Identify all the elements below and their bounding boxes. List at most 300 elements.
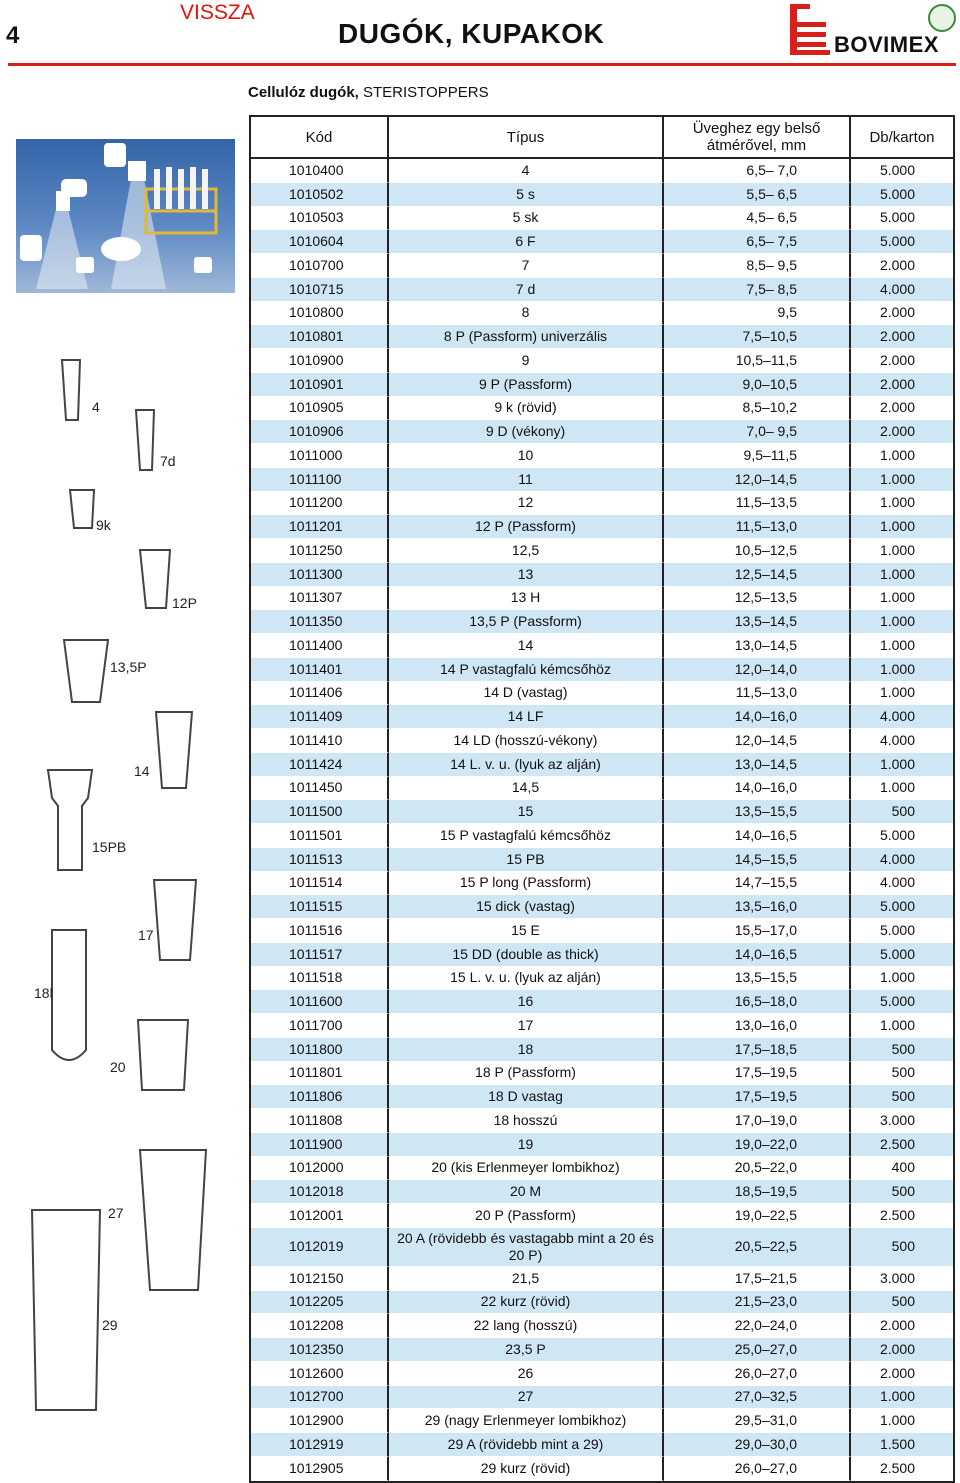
- table-row: [251, 1109, 953, 1133]
- quantity-cell: 1.000: [851, 444, 953, 468]
- product-code-cell: 1010801: [251, 325, 389, 349]
- type-cell: 13 H: [389, 587, 664, 611]
- drawing-label: 18l: [34, 985, 53, 1001]
- column-header: Üveghez egy belső átmérővel, mm: [664, 117, 851, 159]
- type-cell: 16: [389, 990, 664, 1014]
- product-code-cell: 1011000: [251, 444, 389, 468]
- product-code-cell: 1012900: [251, 1409, 389, 1433]
- product-code-cell: 1011518: [251, 967, 389, 991]
- type-cell: 8: [389, 302, 664, 326]
- table-body: [251, 159, 953, 1481]
- diameter-cell: 16,5–18,0: [664, 990, 851, 1014]
- type-cell: 5 s: [389, 183, 664, 207]
- table-row: [251, 967, 953, 991]
- type-cell: 7: [389, 254, 664, 278]
- diameter-cell: 10,5–11,5: [664, 349, 851, 373]
- product-code-cell: 1011350: [251, 610, 389, 634]
- diameter-cell: 4,5– 6,5: [664, 207, 851, 231]
- type-cell: 20 (kis Erlenmeyer lombikhoz): [389, 1157, 664, 1181]
- type-cell: 22 lang (hosszú): [389, 1314, 664, 1338]
- product-code-cell: 1011406: [251, 682, 389, 706]
- type-cell: 14 LD (hosszú-vékony): [389, 729, 664, 753]
- type-cell: 11: [389, 468, 664, 492]
- quantity-cell: 4.000: [851, 278, 953, 302]
- quantity-cell: 5.000: [851, 919, 953, 943]
- type-cell: 12,5: [389, 539, 664, 563]
- quantity-cell: 1.000: [851, 610, 953, 634]
- diameter-cell: 6,5– 7,0: [664, 159, 851, 183]
- logo-text: BOVIMEX: [834, 32, 939, 57]
- table-row: [251, 848, 953, 872]
- type-cell: 15 dick (vastag): [389, 895, 664, 919]
- quantity-cell: 1.000: [851, 967, 953, 991]
- table-row: [251, 1204, 953, 1228]
- type-cell: 18 D vastag: [389, 1085, 664, 1109]
- drawing-label: 14: [134, 763, 150, 779]
- diameter-cell: 18,5–19,5: [664, 1180, 851, 1204]
- quantity-cell: 1.000: [851, 634, 953, 658]
- diameter-cell: 9,5–11,5: [664, 444, 851, 468]
- drawing-label: 15PB: [92, 839, 127, 855]
- table-row: [251, 1338, 953, 1362]
- table-row: [251, 563, 953, 587]
- quantity-cell: 1.000: [851, 1409, 953, 1433]
- product-code-cell: 1011501: [251, 824, 389, 848]
- type-cell: 18 P (Passform): [389, 1062, 664, 1086]
- diameter-cell: 9,0–10,5: [664, 373, 851, 397]
- column-header: Típus: [389, 117, 664, 159]
- quantity-cell: 2.000: [851, 325, 953, 349]
- table-row: [251, 302, 953, 326]
- type-cell: 15 P vastagfalú kémcsőhöz: [389, 824, 664, 848]
- type-cell: 15 P long (Passform): [389, 872, 664, 896]
- diameter-cell: 11,5–13,0: [664, 682, 851, 706]
- quantity-cell: 2.000: [851, 1314, 953, 1338]
- type-cell: 23,5 P: [389, 1338, 664, 1362]
- product-code-cell: 1012019: [251, 1228, 389, 1267]
- product-code-cell: 1010503: [251, 207, 389, 231]
- product-code-cell: 1011410: [251, 729, 389, 753]
- table-row: [251, 587, 953, 611]
- drawing-label: 13,5P: [110, 659, 147, 675]
- product-code-cell: 1012000: [251, 1157, 389, 1181]
- quantity-cell: 5.000: [851, 207, 953, 231]
- header-rule: [8, 63, 956, 66]
- table-header-row: [251, 117, 953, 159]
- product-code-cell: 1011500: [251, 800, 389, 824]
- quantity-cell: 1.000: [851, 682, 953, 706]
- table-row: [251, 753, 953, 777]
- diameter-cell: 13,5–15,5: [664, 800, 851, 824]
- type-cell: 15 L. v. u. (lyuk az alján): [389, 967, 664, 991]
- diameter-cell: 8,5–10,2: [664, 397, 851, 421]
- table-row: [251, 1038, 953, 1062]
- product-code-cell: 1012205: [251, 1291, 389, 1315]
- table-row: [251, 539, 953, 563]
- product-code-cell: 1011900: [251, 1133, 389, 1157]
- type-cell: 4: [389, 159, 664, 183]
- quantity-cell: 1.500: [851, 1433, 953, 1457]
- product-code-cell: 1011307: [251, 587, 389, 611]
- product-code-cell: 1011450: [251, 777, 389, 801]
- quantity-cell: 2.000: [851, 302, 953, 326]
- diameter-cell: 14,7–15,5: [664, 872, 851, 896]
- product-code-cell: 1011409: [251, 705, 389, 729]
- diameter-cell: 6,5– 7,5: [664, 230, 851, 254]
- table-row: [251, 990, 953, 1014]
- type-cell: 29 (nagy Erlenmeyer lombikhoz): [389, 1409, 664, 1433]
- diameter-cell: 14,0–16,0: [664, 705, 851, 729]
- product-code-cell: 1012700: [251, 1386, 389, 1410]
- product-code-cell: 1011100: [251, 468, 389, 492]
- type-cell: 21,5: [389, 1267, 664, 1291]
- quantity-cell: 4.000: [851, 848, 953, 872]
- type-cell: 15: [389, 800, 664, 824]
- product-code-cell: 1010900: [251, 349, 389, 373]
- quantity-cell: 1.000: [851, 777, 953, 801]
- quantity-cell: 400: [851, 1157, 953, 1181]
- product-code-cell: 1012018: [251, 1180, 389, 1204]
- type-cell: 13: [389, 563, 664, 587]
- type-cell: 6 F: [389, 230, 664, 254]
- table-row: [251, 1362, 953, 1386]
- diameter-cell: 14,5–15,5: [664, 848, 851, 872]
- diameter-cell: 14,0–16,5: [664, 824, 851, 848]
- quantity-cell: 4.000: [851, 872, 953, 896]
- type-cell: 20 A (rövidebb és vastagabb mint a 20 és 20 P): [389, 1228, 664, 1267]
- table-row: [251, 1267, 953, 1291]
- diameter-cell: 26,0–27,0: [664, 1457, 851, 1481]
- diameter-cell: 7,5–10,5: [664, 325, 851, 349]
- table-row: [251, 492, 953, 516]
- bovimex-logo: [788, 2, 956, 60]
- quantity-cell: 2.000: [851, 1338, 953, 1362]
- product-code-cell: 1010400: [251, 159, 389, 183]
- diameter-cell: 26,0–27,0: [664, 1362, 851, 1386]
- quantity-cell: 2.500: [851, 1457, 953, 1481]
- table-row: [251, 207, 953, 231]
- table-row: [251, 1062, 953, 1086]
- table-row: [251, 349, 953, 373]
- product-code-cell: 1011801: [251, 1062, 389, 1086]
- diameter-cell: 21,5–23,0: [664, 1291, 851, 1315]
- product-code-cell: 1011800: [251, 1038, 389, 1062]
- table-row: [251, 943, 953, 967]
- product-code-cell: 1012150: [251, 1267, 389, 1291]
- quantity-cell: 500: [851, 1085, 953, 1109]
- product-code-cell: 1010901: [251, 373, 389, 397]
- diameter-cell: 12,5–13,5: [664, 587, 851, 611]
- quantity-cell: 500: [851, 1038, 953, 1062]
- diameter-cell: 11,5–13,5: [664, 492, 851, 516]
- quantity-cell: 2.000: [851, 254, 953, 278]
- product-code-cell: 1011201: [251, 515, 389, 539]
- page-number: 4: [6, 22, 20, 49]
- table-row: [251, 373, 953, 397]
- quantity-cell: 1.000: [851, 515, 953, 539]
- diameter-cell: 12,0–14,5: [664, 729, 851, 753]
- product-code-cell: 1010700: [251, 254, 389, 278]
- product-code-cell: 1011424: [251, 753, 389, 777]
- table-row: [251, 397, 953, 421]
- diameter-cell: 27,0–32,5: [664, 1386, 851, 1410]
- diameter-cell: 10,5–12,5: [664, 539, 851, 563]
- quantity-cell: 5.000: [851, 159, 953, 183]
- table-row: [251, 325, 953, 349]
- product-photo: [16, 139, 235, 293]
- diameter-cell: 12,0–14,5: [664, 468, 851, 492]
- diameter-cell: 13,0–16,0: [664, 1014, 851, 1038]
- quantity-cell: 1.000: [851, 539, 953, 563]
- type-cell: 8 P (Passform) univerzális: [389, 325, 664, 349]
- diameter-cell: 22,0–24,0: [664, 1314, 851, 1338]
- type-cell: 13,5 P (Passform): [389, 610, 664, 634]
- drawing-label: 17: [138, 927, 154, 943]
- product-code-cell: 1011513: [251, 848, 389, 872]
- product-code-cell: 1011401: [251, 658, 389, 682]
- type-cell: 14 P vastagfalú kémcsőhöz: [389, 658, 664, 682]
- product-code-cell: 1010905: [251, 397, 389, 421]
- diameter-cell: 5,5– 6,5: [664, 183, 851, 207]
- type-cell: 7 d: [389, 278, 664, 302]
- table-row: [251, 420, 953, 444]
- quantity-cell: 1.000: [851, 658, 953, 682]
- table-row: [251, 278, 953, 302]
- table-row: [251, 230, 953, 254]
- product-code-cell: 1012350: [251, 1338, 389, 1362]
- diameter-cell: 15,5–17,0: [664, 919, 851, 943]
- diameter-cell: 25,0–27,0: [664, 1338, 851, 1362]
- back-link[interactable]: VISSZA: [180, 1, 255, 24]
- type-cell: 27: [389, 1386, 664, 1410]
- product-code-cell: 1011516: [251, 919, 389, 943]
- table-row: [251, 1386, 953, 1410]
- type-cell: 15 DD (double as thick): [389, 943, 664, 967]
- quantity-cell: 1.000: [851, 587, 953, 611]
- quantity-cell: 500: [851, 800, 953, 824]
- diameter-cell: 14,0–16,5: [664, 943, 851, 967]
- product-code-cell: 1011806: [251, 1085, 389, 1109]
- drawing-label: 4: [92, 399, 100, 415]
- type-cell: 10: [389, 444, 664, 468]
- quantity-cell: 500: [851, 1062, 953, 1086]
- diameter-cell: 12,5–14,5: [664, 563, 851, 587]
- type-cell: 19: [389, 1133, 664, 1157]
- quantity-cell: 2.000: [851, 373, 953, 397]
- quantity-cell: 5.000: [851, 230, 953, 254]
- product-table: [249, 115, 955, 1483]
- table-row: [251, 1157, 953, 1181]
- type-cell: 12: [389, 492, 664, 516]
- type-cell: 9 k (rövid): [389, 397, 664, 421]
- table-row: [251, 159, 953, 183]
- product-code-cell: 1011300: [251, 563, 389, 587]
- type-cell: 26: [389, 1362, 664, 1386]
- type-cell: 22 kurz (rövid): [389, 1291, 664, 1315]
- column-header: Kód: [251, 117, 389, 159]
- diameter-cell: 13,5–14,5: [664, 610, 851, 634]
- quantity-cell: 1.000: [851, 1386, 953, 1410]
- type-cell: 29 A (rövidebb mint a 29): [389, 1433, 664, 1457]
- type-cell: 17: [389, 1014, 664, 1038]
- quantity-cell: 1.000: [851, 753, 953, 777]
- type-cell: 14 LF: [389, 705, 664, 729]
- quantity-cell: 2.000: [851, 420, 953, 444]
- type-cell: 14,5: [389, 777, 664, 801]
- quantity-cell: 500: [851, 1180, 953, 1204]
- product-code-cell: 1011700: [251, 1014, 389, 1038]
- diameter-cell: 19,0–22,0: [664, 1133, 851, 1157]
- type-cell: 9 D (vékony): [389, 420, 664, 444]
- product-code-cell: 1012001: [251, 1204, 389, 1228]
- table-row: [251, 1291, 953, 1315]
- table-row: [251, 183, 953, 207]
- product-code-cell: 1011514: [251, 872, 389, 896]
- type-cell: 9 P (Passform): [389, 373, 664, 397]
- table-row: [251, 1180, 953, 1204]
- certification-badge-icon: [928, 4, 956, 32]
- table-row: [251, 658, 953, 682]
- table-row: [251, 1228, 953, 1267]
- product-code-cell: 1012905: [251, 1457, 389, 1481]
- diameter-cell: 14,0–16,0: [664, 777, 851, 801]
- product-code-cell: 1010800: [251, 302, 389, 326]
- product-code-cell: 1012600: [251, 1362, 389, 1386]
- table-row: [251, 1409, 953, 1433]
- quantity-cell: 5.000: [851, 895, 953, 919]
- diameter-cell: 20,5–22,0: [664, 1157, 851, 1181]
- drawing-label: 12P: [172, 595, 197, 611]
- diameter-cell: 20,5–22,5: [664, 1228, 851, 1267]
- quantity-cell: 2.500: [851, 1204, 953, 1228]
- table-row: [251, 254, 953, 278]
- quantity-cell: 2.500: [851, 1133, 953, 1157]
- quantity-cell: 2.000: [851, 1362, 953, 1386]
- product-code-cell: 1011600: [251, 990, 389, 1014]
- diameter-cell: 11,5–13,0: [664, 515, 851, 539]
- quantity-cell: 500: [851, 1291, 953, 1315]
- table-row: [251, 1457, 953, 1481]
- drawing-label: 9k: [96, 517, 111, 533]
- drawing-label: 20: [110, 1059, 126, 1075]
- product-code-cell: 1011515: [251, 895, 389, 919]
- table-row: [251, 610, 953, 634]
- diameter-cell: 19,0–22,5: [664, 1204, 851, 1228]
- type-cell: 18 hosszú: [389, 1109, 664, 1133]
- quantity-cell: 500: [851, 1228, 953, 1267]
- quantity-cell: 1.000: [851, 1014, 953, 1038]
- diameter-cell: 17,5–21,5: [664, 1267, 851, 1291]
- product-code-cell: 1010906: [251, 420, 389, 444]
- type-cell: 18: [389, 1038, 664, 1062]
- product-code-cell: 1011250: [251, 539, 389, 563]
- type-cell: 14 L. v. u. (lyuk az alján): [389, 753, 664, 777]
- diameter-cell: 13,5–15,5: [664, 967, 851, 991]
- product-code-cell: 1010715: [251, 278, 389, 302]
- diameter-cell: 7,5– 8,5: [664, 278, 851, 302]
- type-cell: 20 P (Passform): [389, 1204, 664, 1228]
- quantity-cell: 1.000: [851, 563, 953, 587]
- diameter-cell: 29,5–31,0: [664, 1409, 851, 1433]
- table-row: [251, 777, 953, 801]
- quantity-cell: 3.000: [851, 1267, 953, 1291]
- diameter-cell: 17,5–19,5: [664, 1085, 851, 1109]
- table-row: [251, 1133, 953, 1157]
- quantity-cell: 1.000: [851, 492, 953, 516]
- table-row: [251, 895, 953, 919]
- quantity-cell: 5.000: [851, 183, 953, 207]
- type-cell: 12 P (Passform): [389, 515, 664, 539]
- table-row: [251, 682, 953, 706]
- type-cell: 14 D (vastag): [389, 682, 664, 706]
- quantity-cell: 3.000: [851, 1109, 953, 1133]
- table-row: [251, 872, 953, 896]
- stopper-drawings: [10, 330, 235, 1430]
- diameter-cell: 13,0–14,5: [664, 634, 851, 658]
- type-cell: 15 E: [389, 919, 664, 943]
- quantity-cell: 5.000: [851, 824, 953, 848]
- product-code-cell: 1012919: [251, 1433, 389, 1457]
- diameter-cell: 13,5–16,0: [664, 895, 851, 919]
- type-cell: 14: [389, 634, 664, 658]
- drawing-label: 7d: [160, 453, 176, 469]
- type-cell: 9: [389, 349, 664, 373]
- table-row: [251, 1014, 953, 1038]
- table-row: [251, 468, 953, 492]
- table-row: [251, 800, 953, 824]
- page-title: DUGÓK, KUPAKOK: [338, 18, 605, 49]
- product-code-cell: 1010604: [251, 230, 389, 254]
- product-code-cell: 1011400: [251, 634, 389, 658]
- diameter-cell: 17,5–18,5: [664, 1038, 851, 1062]
- section-subtitle: Cellulóz dugók, STERISTOPPERS: [248, 84, 489, 101]
- product-code-cell: 1012208: [251, 1314, 389, 1338]
- diameter-cell: 17,0–19,0: [664, 1109, 851, 1133]
- table-row: [251, 729, 953, 753]
- quantity-cell: 2.000: [851, 349, 953, 373]
- type-cell: 5 sk: [389, 207, 664, 231]
- drawing-label: 29: [102, 1317, 118, 1333]
- table-row: [251, 1085, 953, 1109]
- product-code-cell: 1011517: [251, 943, 389, 967]
- diameter-cell: 9,5: [664, 302, 851, 326]
- table-row: [251, 515, 953, 539]
- product-code-cell: 1011808: [251, 1109, 389, 1133]
- table-row: [251, 634, 953, 658]
- table-row: [251, 705, 953, 729]
- diameter-cell: 12,0–14,0: [664, 658, 851, 682]
- column-header: Db/karton: [851, 117, 953, 159]
- quantity-cell: 4.000: [851, 705, 953, 729]
- product-code-cell: 1011200: [251, 492, 389, 516]
- quantity-cell: 5.000: [851, 990, 953, 1014]
- quantity-cell: 2.000: [851, 397, 953, 421]
- table-row: [251, 444, 953, 468]
- type-cell: 29 kurz (rövid): [389, 1457, 664, 1481]
- quantity-cell: 1.000: [851, 468, 953, 492]
- drawing-label: 27: [108, 1205, 124, 1221]
- table-row: [251, 919, 953, 943]
- table-row: [251, 824, 953, 848]
- diameter-cell: 17,5–19,5: [664, 1062, 851, 1086]
- quantity-cell: 5.000: [851, 943, 953, 967]
- type-cell: 15 PB: [389, 848, 664, 872]
- diameter-cell: 7,0– 9,5: [664, 420, 851, 444]
- type-cell: 20 M: [389, 1180, 664, 1204]
- diameter-cell: 13,0–14,5: [664, 753, 851, 777]
- table-row: [251, 1433, 953, 1457]
- diameter-cell: 29,0–30,0: [664, 1433, 851, 1457]
